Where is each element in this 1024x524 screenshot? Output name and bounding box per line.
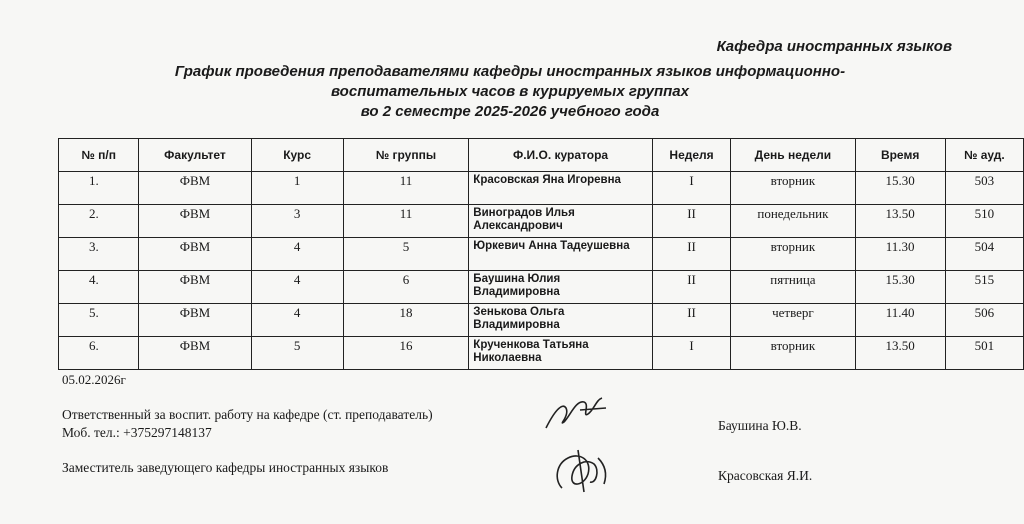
- table-cell: 4: [251, 238, 343, 271]
- table-cell: 5.: [59, 304, 139, 337]
- table-cell: пятница: [731, 271, 855, 304]
- table-cell: четверг: [731, 304, 855, 337]
- signature-2-icon: [548, 444, 618, 496]
- table-cell: 504: [945, 238, 1023, 271]
- table-cell: Зенькова Ольга Владимировна: [469, 304, 652, 337]
- column-header: Неделя: [652, 139, 731, 172]
- table-cell: ФВМ: [139, 172, 251, 205]
- column-header: Время: [855, 139, 945, 172]
- table-row: [59, 271, 1024, 304]
- table-row: [59, 238, 1024, 271]
- table-cell: ФВМ: [139, 337, 251, 370]
- responsible-block: [62, 406, 433, 442]
- deputy-position: Заместитель заведующего кафедры иностранных языков: [62, 460, 389, 475]
- table-cell: I: [652, 172, 731, 205]
- column-header: Факультет: [139, 139, 251, 172]
- table-row: [59, 172, 1024, 205]
- column-header: № ауд.: [945, 139, 1023, 172]
- table-cell: ФВМ: [139, 238, 251, 271]
- table-cell: 5: [343, 238, 469, 271]
- title-line: воспитательных часов в курируемых группах: [331, 83, 689, 100]
- table-cell: вторник: [731, 172, 855, 205]
- table-cell: 5: [251, 337, 343, 370]
- title-line: График проведения преподавателями кафедры иностранных языков информационно-: [174, 63, 846, 80]
- title-line: во 2 семестре 2025-2026 учебного года: [360, 103, 660, 120]
- column-header: Курс: [251, 139, 343, 172]
- column-header: Ф.И.О. куратора: [469, 139, 652, 172]
- table-cell: 6.: [59, 337, 139, 370]
- department-name: Кафедра иностранных языков: [716, 38, 952, 55]
- column-header: № группы: [343, 139, 469, 172]
- table-cell: 3.: [59, 238, 139, 271]
- table-row: [59, 337, 1024, 370]
- document-title: [110, 62, 910, 122]
- table-cell: Юркевич Анна Тадеушевна: [469, 238, 652, 271]
- table-cell: 11: [343, 172, 469, 205]
- table-cell: 18: [343, 304, 469, 337]
- table-cell: 4: [251, 304, 343, 337]
- schedule-table: [58, 138, 1024, 370]
- responsible-position: Ответственный за воспит. работу на кафедре (ст. преподаватель): [62, 407, 433, 422]
- table-cell: Баушина Юлия Владимировна: [469, 271, 652, 304]
- table-cell: понедельник: [731, 205, 855, 238]
- table-cell: 11.30: [855, 238, 945, 271]
- table-cell: 2.: [59, 205, 139, 238]
- table-cell: 4.: [59, 271, 139, 304]
- responsible-name: Баушина Ю.В.: [718, 418, 802, 433]
- table-cell: 1: [251, 172, 343, 205]
- table-cell: вторник: [731, 337, 855, 370]
- table-cell: 16: [343, 337, 469, 370]
- table-cell: 13.50: [855, 205, 945, 238]
- document-date: 05.02.2026г: [62, 372, 126, 387]
- table-cell: II: [652, 271, 731, 304]
- column-header: День недели: [731, 139, 855, 172]
- table-row: [59, 304, 1024, 337]
- table-cell: 3: [251, 205, 343, 238]
- table-cell: ФВМ: [139, 205, 251, 238]
- table-cell: 15.30: [855, 172, 945, 205]
- table-cell: 501: [945, 337, 1023, 370]
- table-cell: 506: [945, 304, 1023, 337]
- table-row: [59, 205, 1024, 238]
- table-cell: Красовская Яна Игоревна: [469, 172, 652, 205]
- table-cell: ФВМ: [139, 271, 251, 304]
- table-cell: 11.40: [855, 304, 945, 337]
- responsible-phone: Моб. тел.: +375297148137: [62, 425, 212, 440]
- table-cell: 515: [945, 271, 1023, 304]
- table-cell: 11: [343, 205, 469, 238]
- column-header: № п/п: [59, 139, 139, 172]
- table-cell: Крученкова Татьяна Николаевна: [469, 337, 652, 370]
- table-cell: 1.: [59, 172, 139, 205]
- table-cell: 6: [343, 271, 469, 304]
- table-header-row: [59, 139, 1024, 172]
- table-cell: 15.30: [855, 271, 945, 304]
- table-cell: II: [652, 205, 731, 238]
- table-cell: 4: [251, 271, 343, 304]
- table-cell: I: [652, 337, 731, 370]
- table-cell: вторник: [731, 238, 855, 271]
- table-cell: 13.50: [855, 337, 945, 370]
- table-cell: 510: [945, 205, 1023, 238]
- table-cell: II: [652, 238, 731, 271]
- table-cell: ФВМ: [139, 304, 251, 337]
- table-cell: II: [652, 304, 731, 337]
- signature-1-icon: [540, 392, 610, 438]
- table-cell: 503: [945, 172, 1023, 205]
- deputy-name: Красовская Я.И.: [718, 468, 813, 483]
- table-cell: Виноградов Илья Александрович: [469, 205, 652, 238]
